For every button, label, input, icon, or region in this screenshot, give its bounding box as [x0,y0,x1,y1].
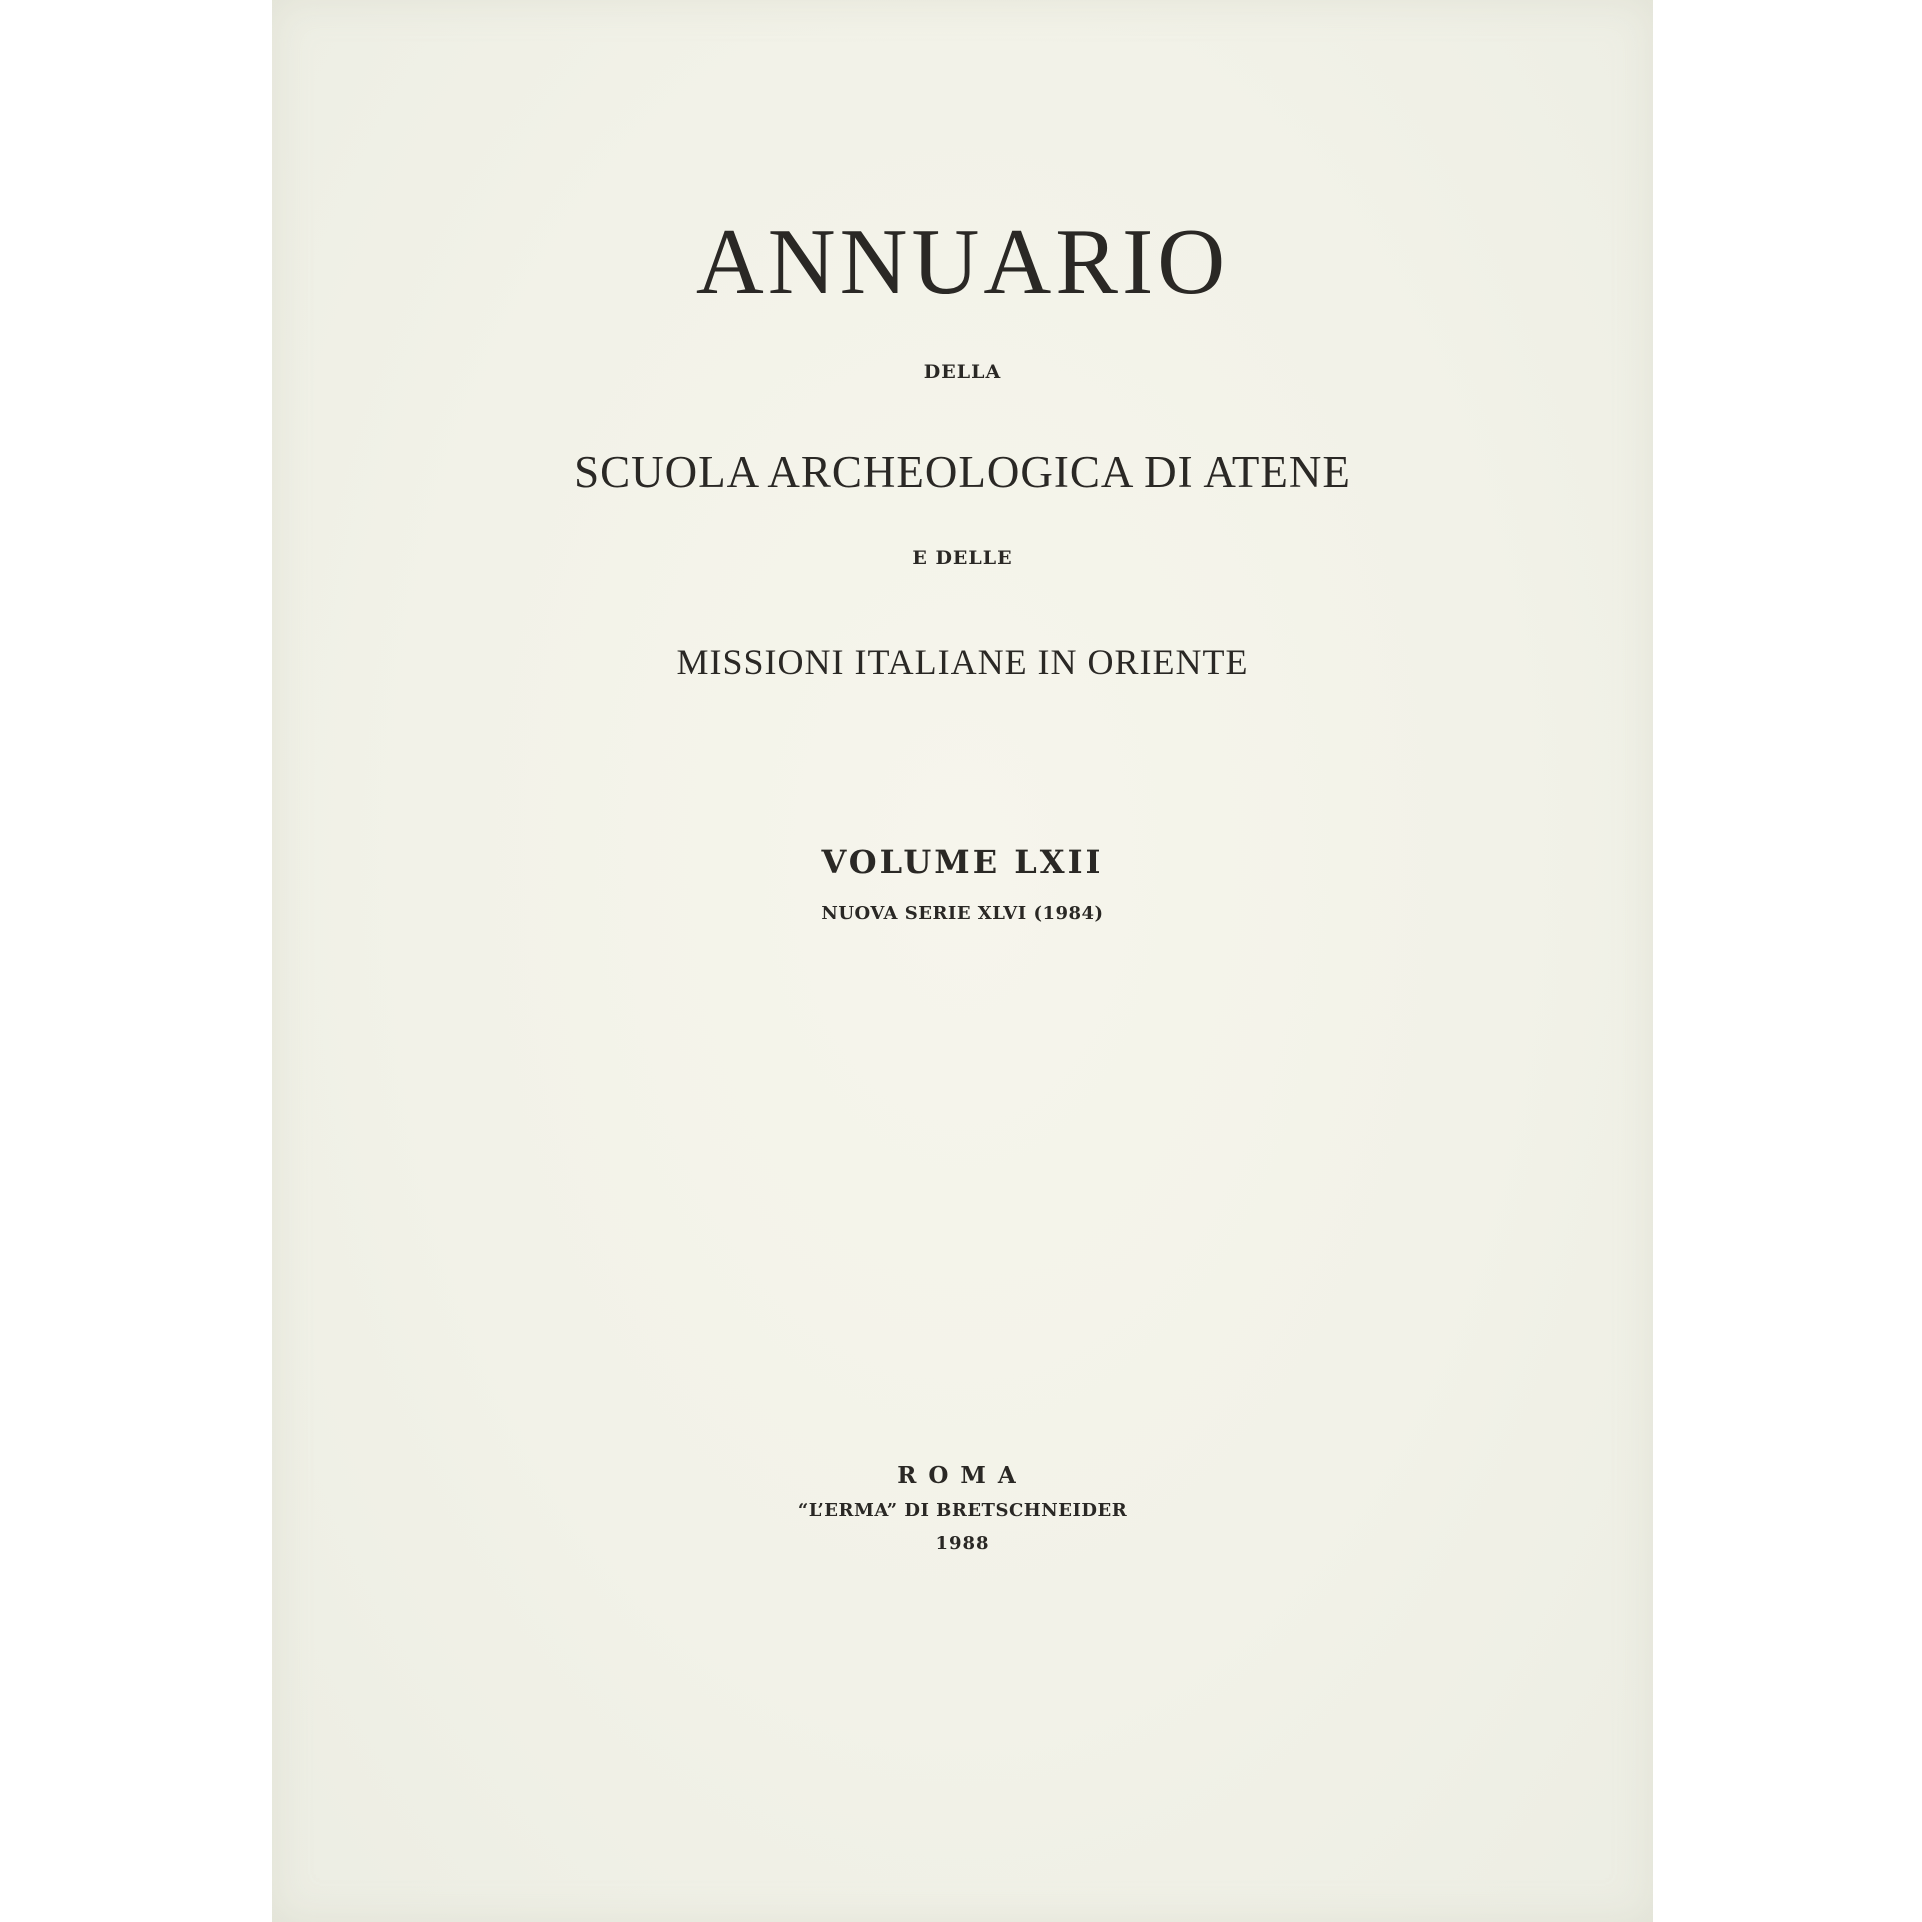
institution-name: SCUOLA ARCHEOLOGICA DI ATENE [574,447,1351,497]
series-number: NUOVA SERIE XLVI (1984) [821,903,1104,924]
della-text: DELLA [923,361,1002,383]
publication-year: 1988 [935,1533,990,1554]
title-page [272,0,1653,1922]
missions-name: MISSIONI ITALIANE IN ORIENTE [676,642,1249,682]
volume-number: VOLUME LXII [821,843,1104,881]
publisher-name: “L’ERMA” DI BRETSCHNEIDER [797,1500,1128,1521]
publication-city: ROMA [897,1462,1028,1489]
e-delle-text: E DELLE [912,547,1013,569]
journal-title: ANNUARIO [695,210,1230,314]
